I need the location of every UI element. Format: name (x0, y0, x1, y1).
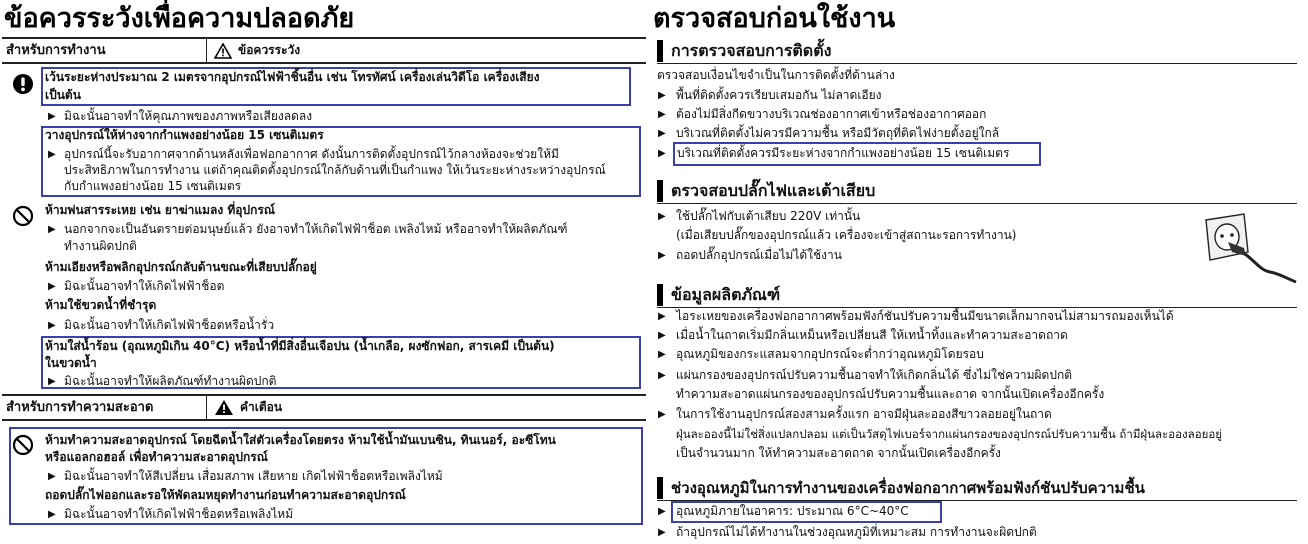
item6-note: มิฉะนั้นอาจทำให้ผลิตภัณฑ์ทำงานผิดปกติ (64, 374, 277, 388)
product-section-bar (657, 284, 663, 306)
triangle-bullet-icon: ▶ (658, 211, 666, 222)
triangle-bullet-icon: ▶ (658, 128, 666, 139)
plug-section-bar (657, 180, 663, 202)
plug-item-1: ใช้ปลั๊กไฟกับเต้าเสียบ 220V เท่านั้น (676, 209, 861, 223)
triangle-bullet-icon: ▶ (48, 471, 56, 482)
prohibition-icon (12, 205, 34, 227)
product-item-5-line3: เป็นจำนวนมาก ให้ทำความสะอาดถาด จากนั้นเปิดเครื่องอีกครั้ง (676, 446, 1001, 460)
install-item-2: ต้องไม่มีสิ่งกีดขวางบริเวณช่องอากาศเข้าหรือช่องอากาศออก (676, 107, 987, 121)
warning-tag (214, 398, 282, 417)
item2-heading: วางอุปกรณ์ให้ห่างจากกำแพงอย่างน้อย 15 เซนติเมตร (45, 128, 324, 142)
triangle-bullet-icon: ▶ (658, 506, 666, 517)
item6-line1: ห้ามใส่น้ำร้อน (อุณหภูมิเกิน 40°C) หรือน้ำที่มีสิ่งอื่นเจือปน (น้ำเกลือ, ผงซักฟอก, สารเคมี เป็นต้น) (45, 339, 555, 353)
plug-rule (657, 203, 1297, 204)
triangle-bullet-icon: ▶ (48, 281, 56, 292)
triangle-bullet-icon: ▶ (48, 376, 56, 387)
temp-item-1: อุณหภูมิภายในอาคาร: ประมาณ 6°C~40°C (676, 504, 909, 518)
op-header-label: สำหรับการทำงาน (6, 43, 106, 58)
caution-tag (214, 41, 300, 60)
item3-line2: ทำงานผิดปกติ (64, 239, 137, 253)
item7-line2: หรือแอลกอฮอล์ เพื่อทำความสะอาดอุปกรณ์ (45, 450, 268, 464)
clean-header-label: สำหรับการทำความสะอาด (6, 400, 154, 415)
install-item-4: บริเวณที่ติดตั้งควรมีระยะห่างจากกำแพงอย่างน้อย 15 เซนติเมตร (677, 146, 1010, 160)
plug-section-title: ตรวจสอบปลั๊กไฟและเต้าเสียบ (671, 181, 876, 200)
exclamation-circle-icon (12, 73, 34, 95)
clean-header-top-rule (2, 394, 646, 396)
triangle-bullet-icon: ▶ (48, 111, 56, 122)
install-intro: ตรวจสอบเงื่อนไขจำเป็นในการติดตั้งที่ด้านล่าง (657, 68, 895, 82)
temp-section-bar (657, 477, 663, 499)
triangle-bullet-icon: ▶ (658, 409, 666, 420)
triangle-bullet-icon: ▶ (658, 109, 666, 120)
product-section-title: ข้อมูลผลิตภัณฑ์ (671, 285, 781, 304)
triangle-bullet-icon: ▶ (658, 311, 666, 322)
triangle-bullet-icon: ▶ (48, 320, 56, 331)
product-item-5-line2: ฝุ่นละอองนี้ไม่ใช่สิ่งแปลกปลอม แต่เป็นวัสดุไฟเบอร์จากแผ่นกรองของอุปกรณ์ปรับความชื้น ถ้ามีฝุ่นละอองลอยอยู่ (676, 427, 1223, 441)
triangle-bullet-icon: ▶ (658, 148, 666, 159)
warning-triangle-filled-icon (214, 399, 234, 416)
triangle-bullet-icon: ▶ (48, 149, 56, 160)
item7-note1: มิฉะนั้นอาจทำให้สีเปลี่ยน เสื่อมสภาพ เสียหาย เกิดไฟฟ้าช็อตหรือเพลิงไหม้ (64, 469, 443, 483)
install-section-title: การตรวจสอบการติดตั้ง (671, 41, 832, 60)
product-item-2: เมื่อน้ำในถาดเริ่มมีกลิ่นเหม็นหรือเปลี่ยนสี ให้เทน้ำทิ้งและทำความสะอาดถาด (676, 328, 1068, 342)
temp-item-2: ถ้าอุปกรณ์ไม่ได้ทำงานในช่วงอุณหภูมิที่เหมาะสม การทำงานจะผิดปกติ (676, 525, 1037, 539)
item1-line2: เป็นต้น (45, 88, 81, 102)
triangle-bullet-icon: ▶ (658, 370, 666, 381)
item1-note: มิฉะนั้นอาจทำให้คุณภาพของภาพหรือเสียงลดลง (64, 109, 313, 123)
warning-tag-label: คำเตือน (240, 400, 283, 414)
triangle-bullet-icon: ▶ (658, 349, 666, 360)
item5-note: มิฉะนั้นอาจทำให้เกิดไฟฟ้าช็อตหรือน้ำรั่ว (64, 318, 275, 332)
item7-heading2: ถอดปลั๊กไฟออกและรอให้พัดลมหยุดทำงานก่อนทำความสะอาดอุปกรณ์ (45, 488, 406, 502)
item7-line1: ห้ามทำความสะอาดอุปกรณ์ โดยฉีดน้ำใส่ตัวเครื่องโดยตรง ห้ามใช้น้ำมันเบนซิน, ทินเนอร์, อะซีโทน (45, 433, 556, 447)
caution-tag-label: ข้อควรระวัง (238, 43, 301, 57)
product-item-1: ไอระเหยของเครื่องฟอกอากาศพร้อมฟังก์ชันปรับความชื้นมีขนาดเล็กมากจนไม่สามารถมองเห็นได้ (676, 309, 1174, 323)
triangle-bullet-icon: ▶ (48, 509, 56, 520)
op-header-divider (206, 39, 207, 63)
clean-header-divider (206, 396, 207, 420)
item4-note: มิฉะนั้นอาจทำให้เกิดไฟฟ้าช็อต (64, 279, 225, 293)
triangle-bullet-icon: ▶ (48, 224, 56, 235)
product-item-5-line1: ในการใช้งานอุปกรณ์สองสามครั้งแรก อาจมีฝุ่นละอองสีขาวลอยอยู่ในถาด (676, 407, 1052, 421)
plug-item-1b: (เมื่อเสียบปลั๊กของอุปกรณ์แล้ว เครื่องจะเข้าสู่สถานะรอการทำงาน) (676, 228, 1017, 242)
product-item-4-line1: แผ่นกรองของอุปกรณ์ปรับความชื้นอาจทำให้เกิดกลิ่นได้ ซึ่งไม่ใช่ความผิดปกติ (676, 368, 1073, 382)
install-rule (657, 63, 1297, 64)
item2-line3: กับกำแพงอย่างน้อย 15 เซนติเมตร (64, 179, 242, 193)
item4-heading: ห้ามเอียงหรือพลิกอุปกรณ์กลับด้านขณะที่เสียบปลั๊กอยู่ (45, 260, 317, 274)
item1-line1: เว้นระยะห่างประมาณ 2 เมตรจากอุปกรณ์ไฟฟ้าชิ้นอื่น เช่น โทรทัศน์ เครื่องเล่นวิดีโอ เครื่องเสียง (45, 70, 540, 84)
product-item-3: อุณหภูมิของกระแสลมจากอุปกรณ์จะต่ำกว่าอุณหภูมิโดยรอบ (676, 347, 984, 361)
triangle-bullet-icon: ▶ (658, 250, 666, 261)
install-section-bar (657, 40, 663, 62)
title-rule (2, 37, 646, 39)
install-item-3: บริเวณที่ติดตั้งไม่ควรมีความชื้น หรือมีวัตถุที่ติดไฟง่ายตั้งอยู่ใกล้ (676, 126, 1000, 140)
triangle-bullet-icon: ▶ (658, 527, 666, 538)
triangle-bullet-icon: ▶ (658, 90, 666, 101)
check-title: ตรวจสอบก่อนใช้งาน (653, 3, 896, 34)
item7-note2: มิฉะนั้นอาจทำให้เกิดไฟฟ้าช็อตหรือเพลิงไหม้ (64, 507, 294, 521)
item6-line2: ในขวดน้ำ (45, 356, 97, 370)
op-header-rule (2, 62, 646, 64)
plug-outlet-illustration (1198, 212, 1298, 288)
item3-line1: นอกจากจะเป็นอันตรายต่อมนุษย์แล้ว ยังอาจทำให้เกิดไฟฟ้าช็อต เพลิงไหม้ หรืออาจทำให้ผลิตภัณฑ์ (64, 222, 568, 236)
plug-item-2: ถอดปลั๊กอุปกรณ์เมื่อไม่ได้ใช้งาน (676, 248, 842, 262)
item2-line2: ประสิทธิภาพในการทำงาน แต่ถ้าคุณติดตั้งอุปกรณ์ใกล้กับด้านที่เป็นกำแพง ให้เว้นระยะห่างระหว่างอุปกรณ์ (64, 163, 606, 177)
item2-line1: อุปกรณ์นี้จะรับอากาศจากด้านหลังเพื่อฟอกอากาศ ดังนั้นการติดตั้งอุปกรณ์ไว้กลางห้องจะช่วยให้มี (64, 147, 559, 161)
item3-heading: ห้ามพ่นสารระเหย เช่น ยาฆ่าแมลง ที่อุปกรณ์ (45, 203, 275, 217)
item5-heading: ห้ามใช้ขวดน้ำที่ชำรุด (45, 298, 157, 312)
temp-section-title: ช่วงอุณหภูมิในการทำงานของเครื่องฟอกอากาศพร้อมฟังก์ชันปรับความชื้น (671, 479, 1145, 497)
clean-header-bottom-rule (2, 419, 646, 421)
triangle-bullet-icon: ▶ (658, 330, 666, 341)
safety-title: ข้อควรระวังเพื่อความปลอดภัย (4, 3, 355, 34)
product-item-4-line2: ทำความสะอาดแผ่นกรองของอุปกรณ์ปรับความชื้นและถาด จากนั้นเปิดเครื่องอีกครั้ง (676, 387, 1105, 401)
warning-triangle-outline-icon (214, 43, 232, 59)
install-item-1: พื้นที่ติดตั้งควรเรียบเสมอกัน ไม่ลาดเอียง (676, 88, 882, 102)
